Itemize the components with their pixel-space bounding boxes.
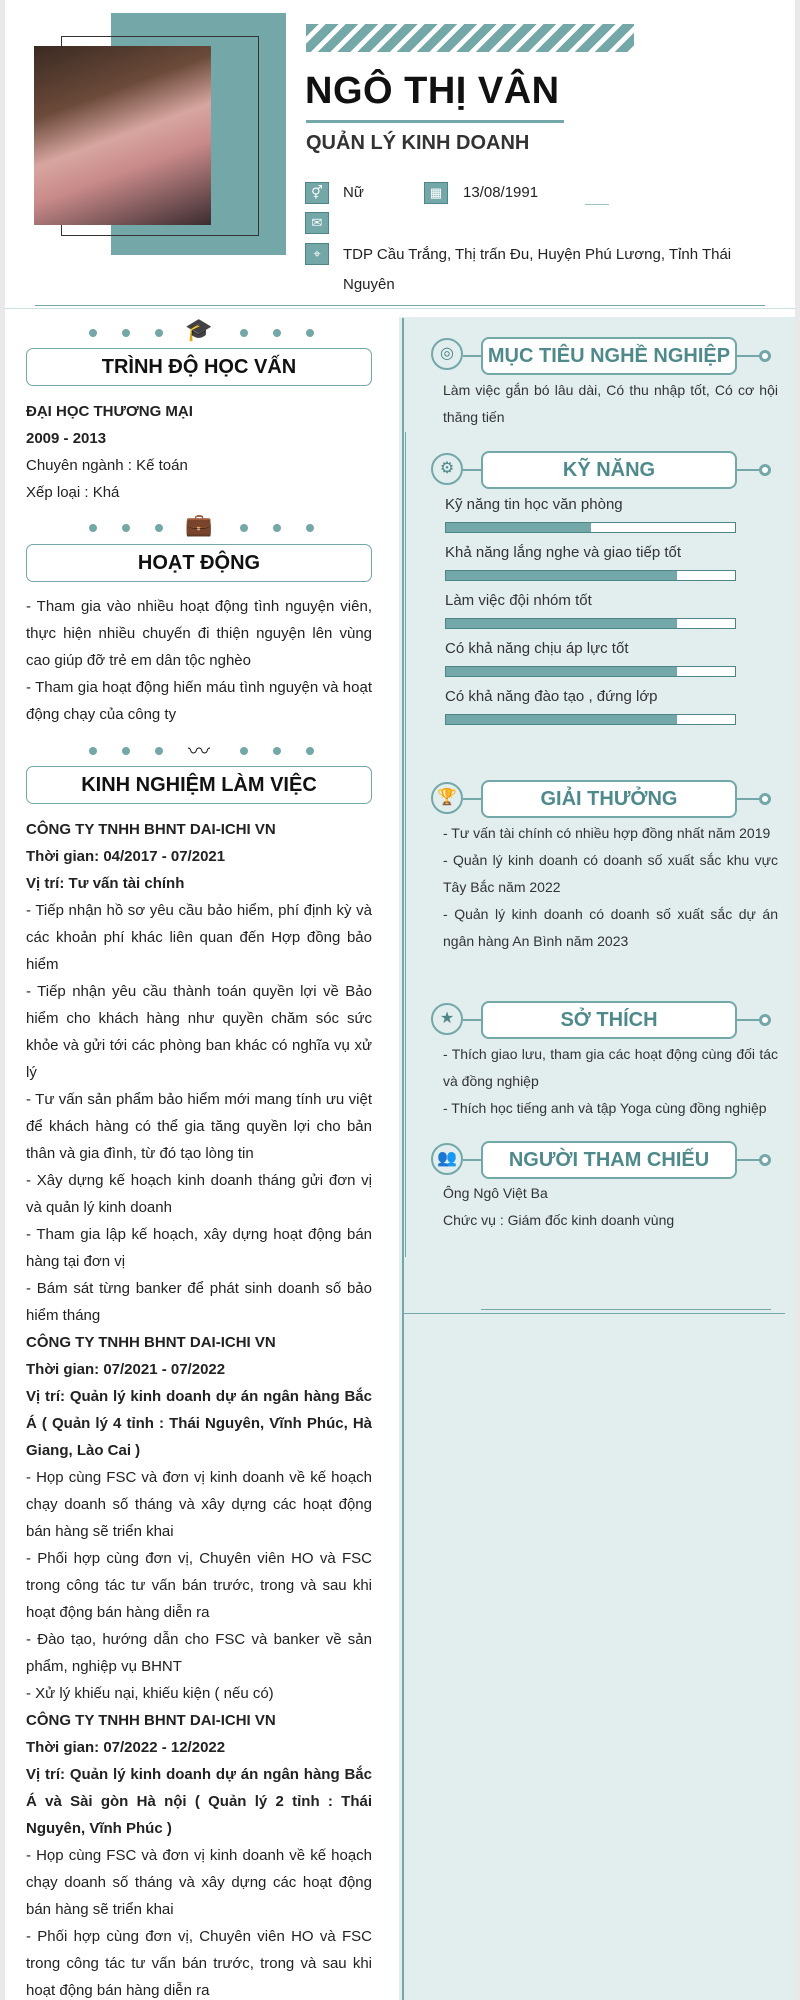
cv-page [5, 0, 795, 2000]
graduation-cap-icon: 🎓 [185, 317, 213, 342]
job-position: Vị trí: Quản lý kinh doanh dự án ngân hàng Bắc Á và Sài gòn Hà nội ( Quản lý 2 tỉnh : Thái Nguyên, Vĩnh Phúc ) [26, 1766, 372, 1837]
skill-bar [445, 714, 736, 725]
birthdate-value: 13/08/1991 [463, 184, 539, 201]
job-duty: - Phối hợp cùng đơn vị, Chuyên viên HO và FSC trong công tác tư vấn bán trước, trong và sau khi hoạt động bán hàng diễn ra [26, 1928, 372, 1999]
references-content [443, 1180, 778, 1234]
gender-value: Nữ [343, 184, 364, 201]
education-years: 2009 - 2013 [26, 430, 107, 447]
job-duty: - Đào tạo, hướng dẫn cho FSC và banker về sản phẩm, nghiệp vụ BHNT [26, 1631, 372, 1675]
column-divider [402, 318, 404, 2000]
skill-bar [445, 522, 736, 533]
email-icon: ✉ [305, 212, 329, 234]
job-duty: - Bám sát từng banker để phát sinh doanh số bảo hiểm tháng [26, 1280, 372, 1324]
experience-heading: KINH NGHIỆM LÀM VIỆC [26, 766, 372, 804]
awards-heading: GIẢI THƯỞNG [481, 780, 737, 818]
education-dots [85, 317, 325, 342]
reference-role: Chức vụ : Giám đốc kinh doanh vùng [443, 1212, 675, 1228]
activity-item: - Tham gia hoạt động hiến máu tình nguyện và hoạt động chạy của công ty [26, 679, 372, 723]
connector [737, 1159, 761, 1161]
connector-end [759, 793, 771, 805]
activity-item: - Tham gia vào nhiều hoạt động tình nguyện viên, thực hiện nhiều chuyến đi thiện nguyện lên vùng cao giúp đỡ trẻ em dân tộc nghèo [26, 598, 372, 669]
awards-content [443, 820, 778, 955]
experience-content [26, 816, 372, 2000]
job-period: Thời gian: 04/2017 - 07/2021 [26, 848, 226, 865]
connector [463, 798, 481, 800]
users-icon: 👥 [431, 1143, 463, 1175]
connector-end [759, 1154, 771, 1166]
connector [463, 1019, 481, 1021]
skill-label: Có khả năng chịu áp lực tốt [445, 640, 629, 657]
skill-bar [445, 618, 736, 629]
name-underline [306, 120, 564, 123]
header-stripes [306, 24, 634, 52]
connector [737, 798, 761, 800]
candidate-name: NGÔ THỊ VÂN [305, 70, 560, 112]
skill-bar-fill [446, 523, 591, 532]
divider [585, 204, 609, 205]
avatar [34, 46, 211, 225]
right-column-bottom-line-accent [481, 1309, 771, 1310]
hobbies-content [443, 1041, 778, 1122]
candidate-title: QUẢN LÝ KINH DOANH [306, 132, 530, 154]
briefcase-icon: 💼 [185, 512, 213, 537]
education-content [26, 398, 372, 506]
education-school: ĐẠI HỌC THƯƠNG MẠI [26, 403, 193, 420]
connector [463, 469, 481, 471]
hobby-item: - Thích giao lưu, tham gia các hoạt động cùng đối tác và đồng nghiệp [443, 1046, 778, 1089]
job-company: CÔNG TY TNHH BHNT DAI-ICHI VN [26, 1712, 276, 1729]
connector [463, 1159, 481, 1161]
job-duty: - Tham gia lập kế hoạch, xây dựng hoạt động bán hàng tại đơn vị [26, 1226, 372, 1270]
right-column-timeline [405, 432, 406, 1257]
job-duty: - Phối hợp cùng đơn vị, Chuyên viên HO và FSC trong công tác tư vấn bán trước, trong và sau khi hoạt động bán hàng diễn ra [26, 1550, 372, 1621]
job-duty: - Tiếp nhận hồ sơ yêu cầu bảo hiểm, phí định kỳ và các khoản phí khác liên quan đến Hợp đồng bảo hiểm [26, 902, 372, 973]
skill-bar-fill [446, 715, 677, 724]
right-column-bottom-line [402, 1313, 785, 1314]
job-company: CÔNG TY TNHH BHNT DAI-ICHI VN [26, 1334, 276, 1351]
star-icon: ★ [431, 1003, 463, 1035]
job-position: Vị trí: Quản lý kinh doanh dự án ngân hàng Bắc Á ( Quản lý 4 tỉnh : Thái Nguyên, Vĩnh Phúc, Hà Giang, Lào Cai ) [26, 1388, 372, 1459]
job-duty: - Xử lý khiếu nại, khiếu kiện ( nếu có) [26, 1685, 274, 1702]
connector [463, 355, 481, 357]
job-duty: - Tư vấn sản phẩm bảo hiểm mới mang tính ưu việt để khách hàng có thể gia tăng quyền lợi cho bản thân và gia đình, từ đó tạo lòng tin [26, 1091, 372, 1162]
header-divider [35, 305, 765, 306]
pulse-icon: 〰 [187, 739, 210, 764]
objective-text: Làm việc gắn bó lâu dài, Có thu nhập tốt, Có cơ hội thăng tiến [443, 382, 778, 425]
trophy-icon: 🏆 [431, 782, 463, 814]
job-period: Thời gian: 07/2022 - 12/2022 [26, 1739, 226, 1756]
award-item: - Quản lý kinh doanh có doanh số xuất sắc khu vực Tây Bắc năm 2022 [443, 852, 778, 895]
skill-label: Có khả năng đào tạo , đứng lớp [445, 688, 658, 705]
experience-dots [85, 739, 325, 764]
skill-label: Khả năng lắng nghe và giao tiếp tốt [445, 544, 682, 561]
education-grade: Xếp loại : Khá [26, 484, 120, 501]
skill-bar [445, 570, 736, 581]
skills-heading: KỸ NĂNG [481, 451, 737, 489]
activities-dots [85, 512, 325, 537]
job-company: CÔNG TY TNHH BHNT DAI-ICHI VN [26, 821, 276, 838]
address-value: TDP Cầu Trắng, Thị trấn Đu, Huyện Phú Lương, Tỉnh Thái Nguyên [343, 246, 732, 293]
connector [737, 355, 761, 357]
skill-label: Làm việc đội nhóm tốt [445, 592, 592, 609]
reference-name: Ông Ngô Việt Ba [443, 1185, 548, 1201]
target-icon: ◎ [431, 338, 463, 370]
job-period: Thời gian: 07/2021 - 07/2022 [26, 1361, 226, 1378]
skill-bar-fill [446, 571, 677, 580]
job-duty: - Tiếp nhận yêu cầu thành toán quyền lợi về Bảo hiểm cho khách hàng như quyền chăm sóc sức khỏe và gửi tới các phòng ban khác có nghĩa vụ xử lý [26, 983, 372, 1081]
job-duty: - Họp cùng FSC và đơn vị kinh doanh về kế hoạch chạy doanh số tháng và xây dựng các hoạt động bán hàng sẽ triển khai [26, 1847, 372, 1918]
connector-end [759, 464, 771, 476]
skill-bar-fill [446, 667, 677, 676]
activities-content [26, 593, 372, 728]
connector [737, 1019, 761, 1021]
location-icon: ⌖ [305, 243, 329, 265]
education-major: Chuyên ngành : Kế toán [26, 457, 188, 474]
job-duty: - Xây dựng kế hoạch kinh doanh tháng gửi đơn vị và quản lý kinh doanh [26, 1172, 372, 1216]
calendar-icon: ▦ [424, 182, 448, 204]
references-heading: NGƯỜI THAM CHIẾU [481, 1141, 737, 1179]
gender-icon: ⚥ [305, 182, 329, 204]
job-duty: - Họp cùng FSC và đơn vị kinh doanh về kế hoạch chạy doanh số tháng và xây dựng các hoạt động bán hàng sẽ triển khai [26, 1469, 372, 1540]
hobbies-heading: SỞ THÍCH [481, 1001, 737, 1039]
education-heading: TRÌNH ĐỘ HỌC VẤN [26, 348, 372, 386]
gear-icon: ⚙ [431, 453, 463, 485]
connector [737, 469, 761, 471]
skill-bar-fill [446, 619, 677, 628]
header-divider-light [5, 308, 795, 309]
job-position: Vị trí: Tư vấn tài chính [26, 875, 185, 892]
hobby-item: - Thích học tiếng anh và tập Yoga cùng đồng nghiệp [443, 1100, 767, 1116]
skill-label: Kỹ năng tin học văn phòng [445, 496, 623, 513]
objective-heading: MỤC TIÊU NGHỀ NGHIỆP [481, 337, 737, 375]
skill-bar [445, 666, 736, 677]
award-item: - Tư vấn tài chính có nhiều hợp đồng nhất năm 2019 [443, 825, 771, 841]
connector-end [759, 350, 771, 362]
activities-heading: HOẠT ĐỘNG [26, 544, 372, 582]
award-item: - Quản lý kinh doanh có doanh số xuất sắc dự án ngân hàng An Bình năm 2023 [443, 906, 778, 949]
connector-end [759, 1014, 771, 1026]
